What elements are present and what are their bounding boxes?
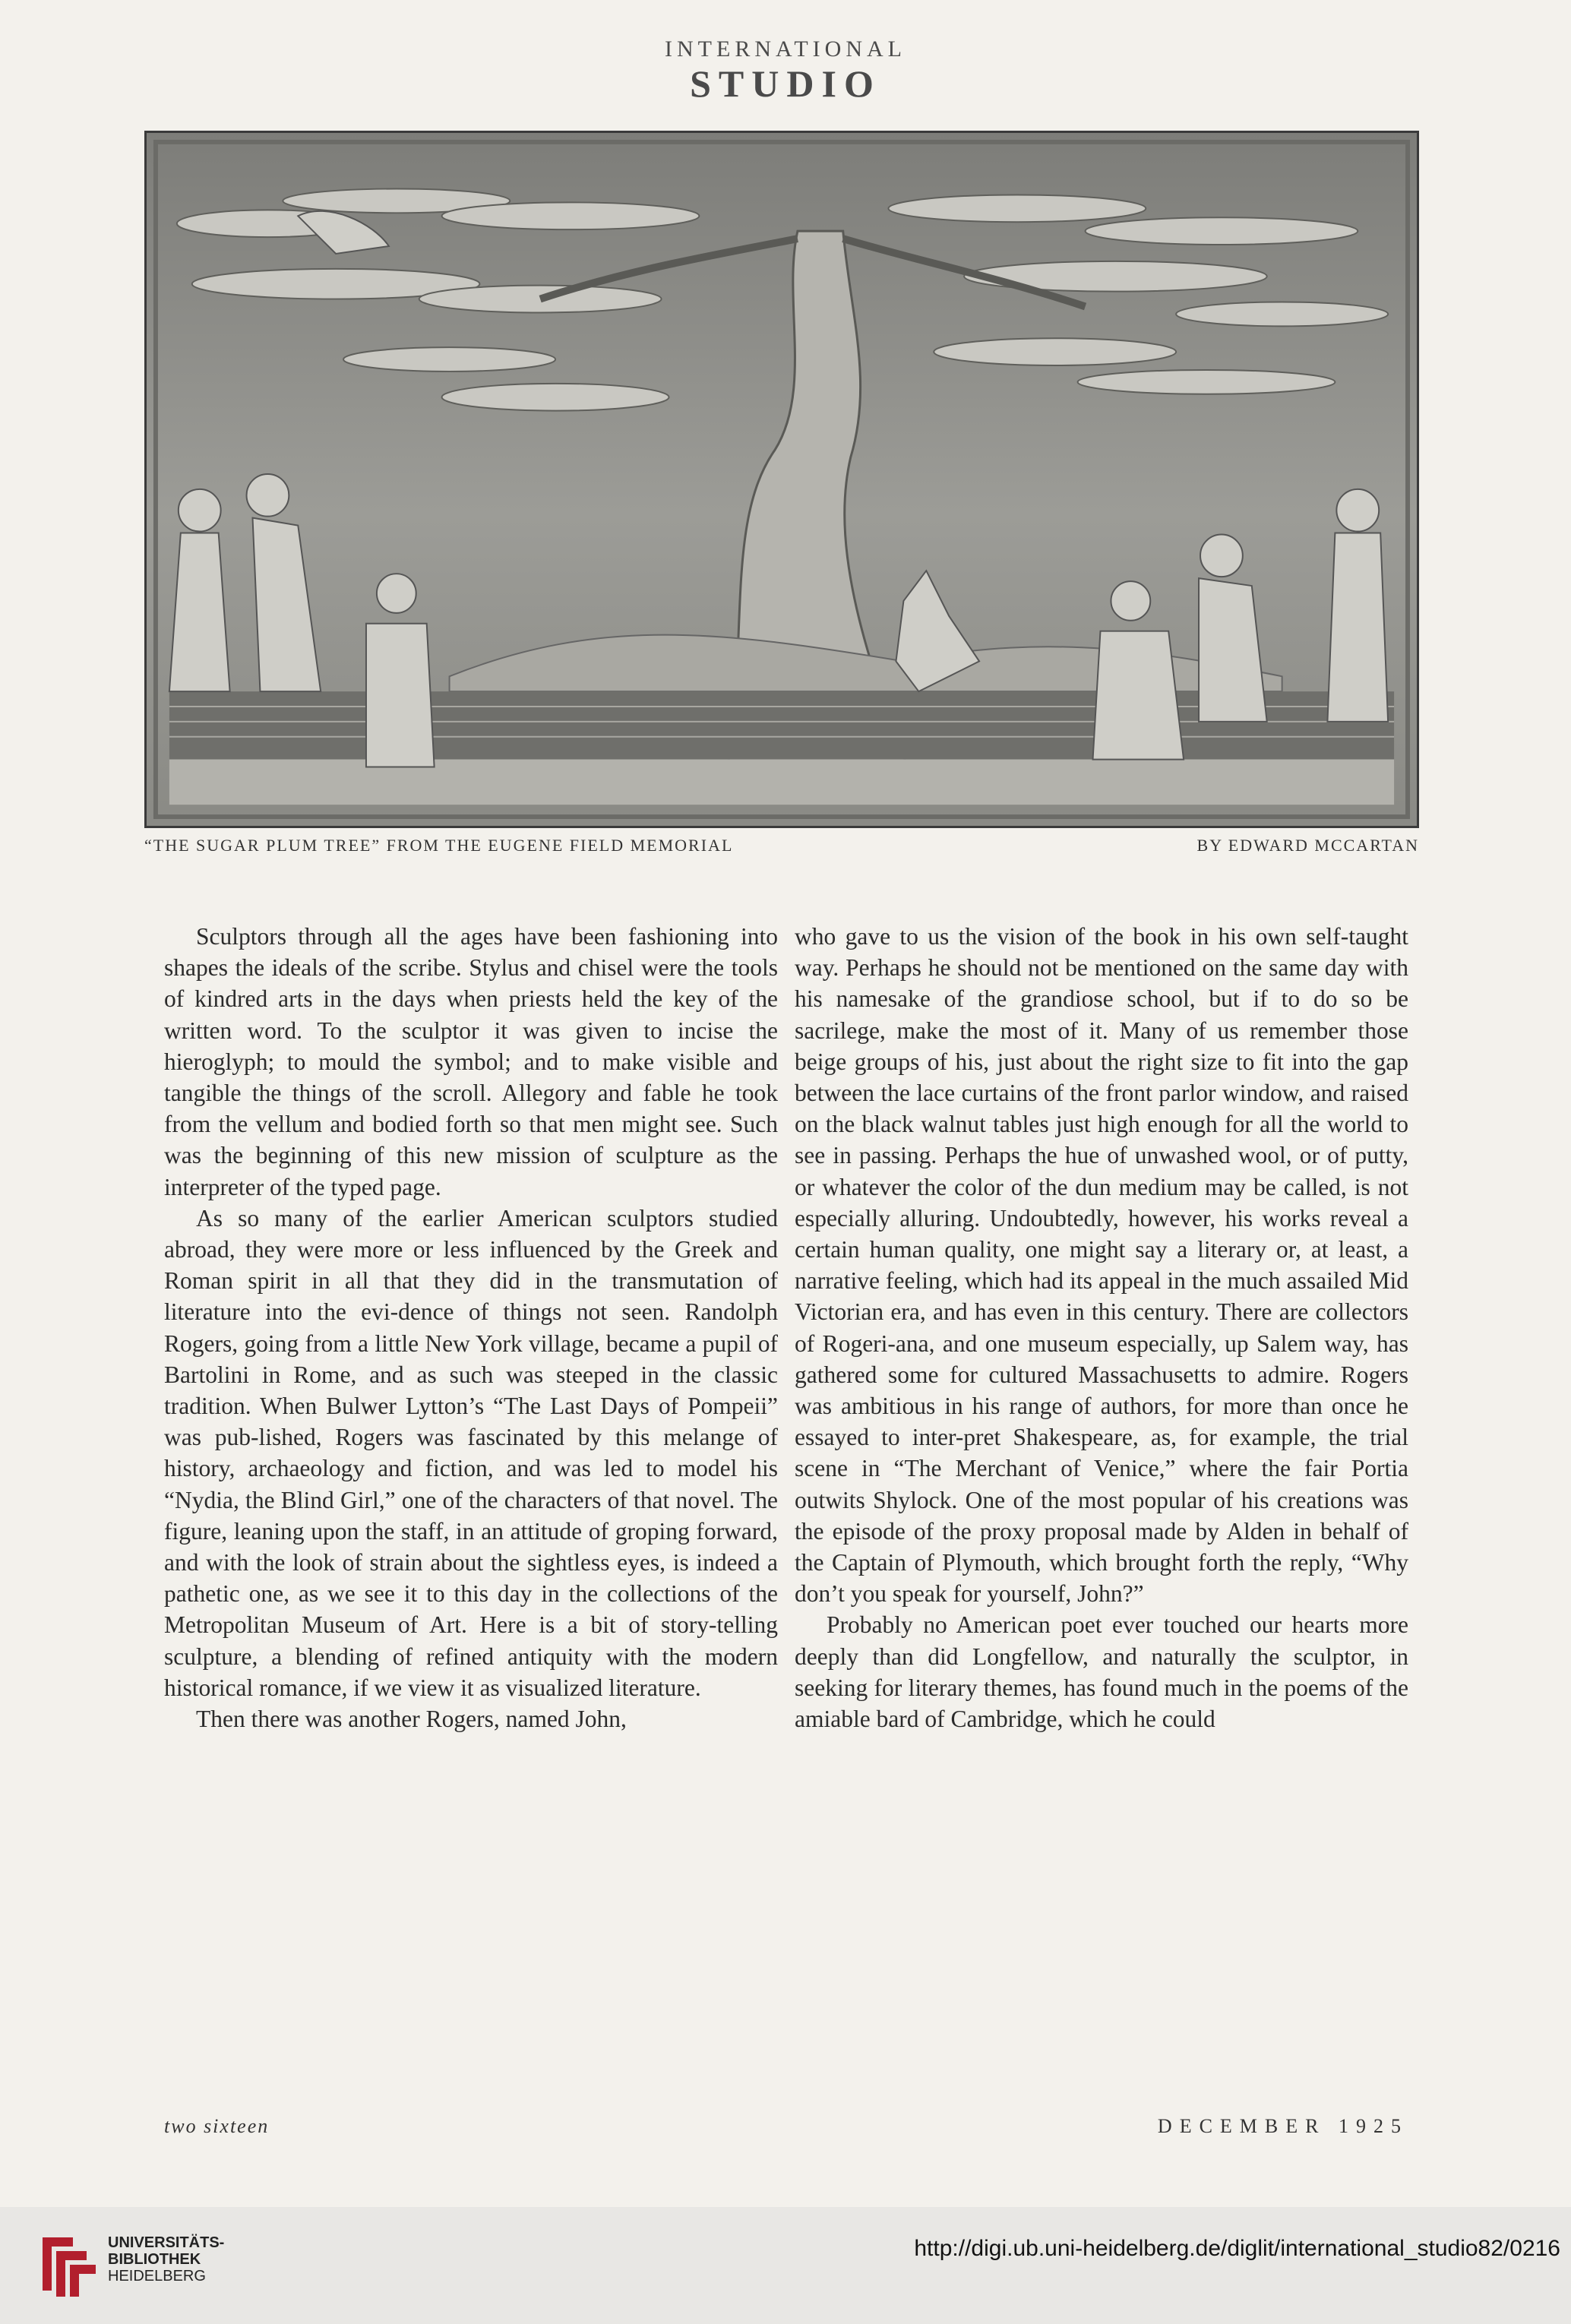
masthead-title: STUDIO (690, 62, 881, 105)
caption-credit: BY EDWARD MCCARTAN (1196, 836, 1419, 855)
library-name (108, 2234, 224, 2284)
library-name-line: UNIVERSITÄTS- (108, 2234, 225, 2251)
permalink-url[interactable]: http://digi.ub.uni-heidelberg.de/diglit/international_studio82/0216 (914, 2236, 1560, 2261)
issue-date: DECEMBER 1925 (1157, 2115, 1408, 2137)
library-footer-bar (0, 2207, 1571, 2324)
paragraph: who gave to us the vision of the book in his own self-taught way. Perhaps he should not be mentioned on the same day with his namesake of the grandiose school, but if to do so be sacrilege, make the most of it. Many of us remember those beige groups of his, just about the right size to fit into the gap between the lace curtains of the front parlor window, and raised on the black walnut tables just high enough for all the world to see in passing. Perhaps the hue of unwashed wool, or of putty, or whatever the color of the dun medium may be called, is not especially alluring. Undoubtedly, however, his works reveal a certain human quality, one might say a literary or, at least, a narrative feeling, which had its appeal in the much assailed Mid Victorian era, and has even in this century. There are collectors of Rogeri-ana, and one museum especially, up Salem way, has gathered some for cultured Massachusetts to admire. Rogers was ambitious in his range of authors, for more than once he essayed to inter-pret Shakespeare, as, for example, the trial scene in “The Merchant of Venice,” where the fair Portia outwits Shylock. One of the most popular of his creations was the episode of the proxy proposal made by Alden in behalf of the Captain of Plymouth, which brought forth the reply, “Why don’t you speak for yourself, John?” (795, 923, 1408, 1608)
paragraph: As so many of the earlier American sculptors studied abroad, they were more or less influenced by the Greek and Roman spirit in all that they did in the transmutation of literature into the evi-dence of things not seen. Randolph Rogers, going from a little New York village, became a pupil of Bartolini in Rome, and as such was steeped in the classic tradition. When Bulwer Lytton’s “The Last Days of Pompeii” was pub-lished, Rogers was fascinated by this melange of history, archaeology and fiction, and was led to model his “Nydia, the Blind Girl,” one of the characters of that novel. The figure, leaning upon the staff, in an attitude of groping forward, and with the look of strain about the sightless eyes, is indeed a pathetic one, as we see it to this day in the collections of the Metropolitan Museum of Art. Here is a bit of story-telling sculpture, a blending of refined antiquity with the modern historical romance, if we view it as visualized literature. (164, 1204, 778, 1701)
relief-photograph (144, 131, 1419, 828)
relief-illustration (147, 133, 1417, 826)
page-number: two sixteen (164, 2115, 270, 2137)
text-column-left (164, 921, 778, 1734)
paragraph: Probably no American poet ever touched our hearts more deeply than did Longfellow, and naturally the sculptor, in seeking for literary themes, has found much in the poems of the amiable bard of Cambridge, which he could (795, 1611, 1408, 1733)
paragraph: Then there was another Rogers, named John, (196, 1706, 627, 1733)
library-name-line: BIBLIOTHEK (108, 2251, 201, 2268)
figure-caption (144, 836, 1419, 860)
masthead-line-1: INTERNATIONAL (665, 36, 906, 62)
text-column-right (795, 921, 1408, 1734)
masthead (0, 36, 1571, 105)
paragraph: Sculptors through all the ages have been fashioning into shapes the ideals of the scribe. Stylus and chisel were the tools of kindred arts in the days when priests held the key of the written word. To the sculptor it was given to incise the hieroglyph; to mould the symbol; and to make visible and tangible the things of the scroll. Allegory and fable he took from the vellum and bodied forth so that men might see. Such was the beginning of this new mission of sculpture as the interpreter of the typed page. (164, 923, 778, 1200)
library-name-line: HEIDELBERG (108, 2268, 206, 2284)
page-footer (164, 2115, 1408, 2145)
caption-title: “THE SUGAR PLUM TREE” FROM THE EUGENE FIELD MEMORIAL (144, 836, 734, 855)
library-logo-icon (36, 2230, 99, 2298)
